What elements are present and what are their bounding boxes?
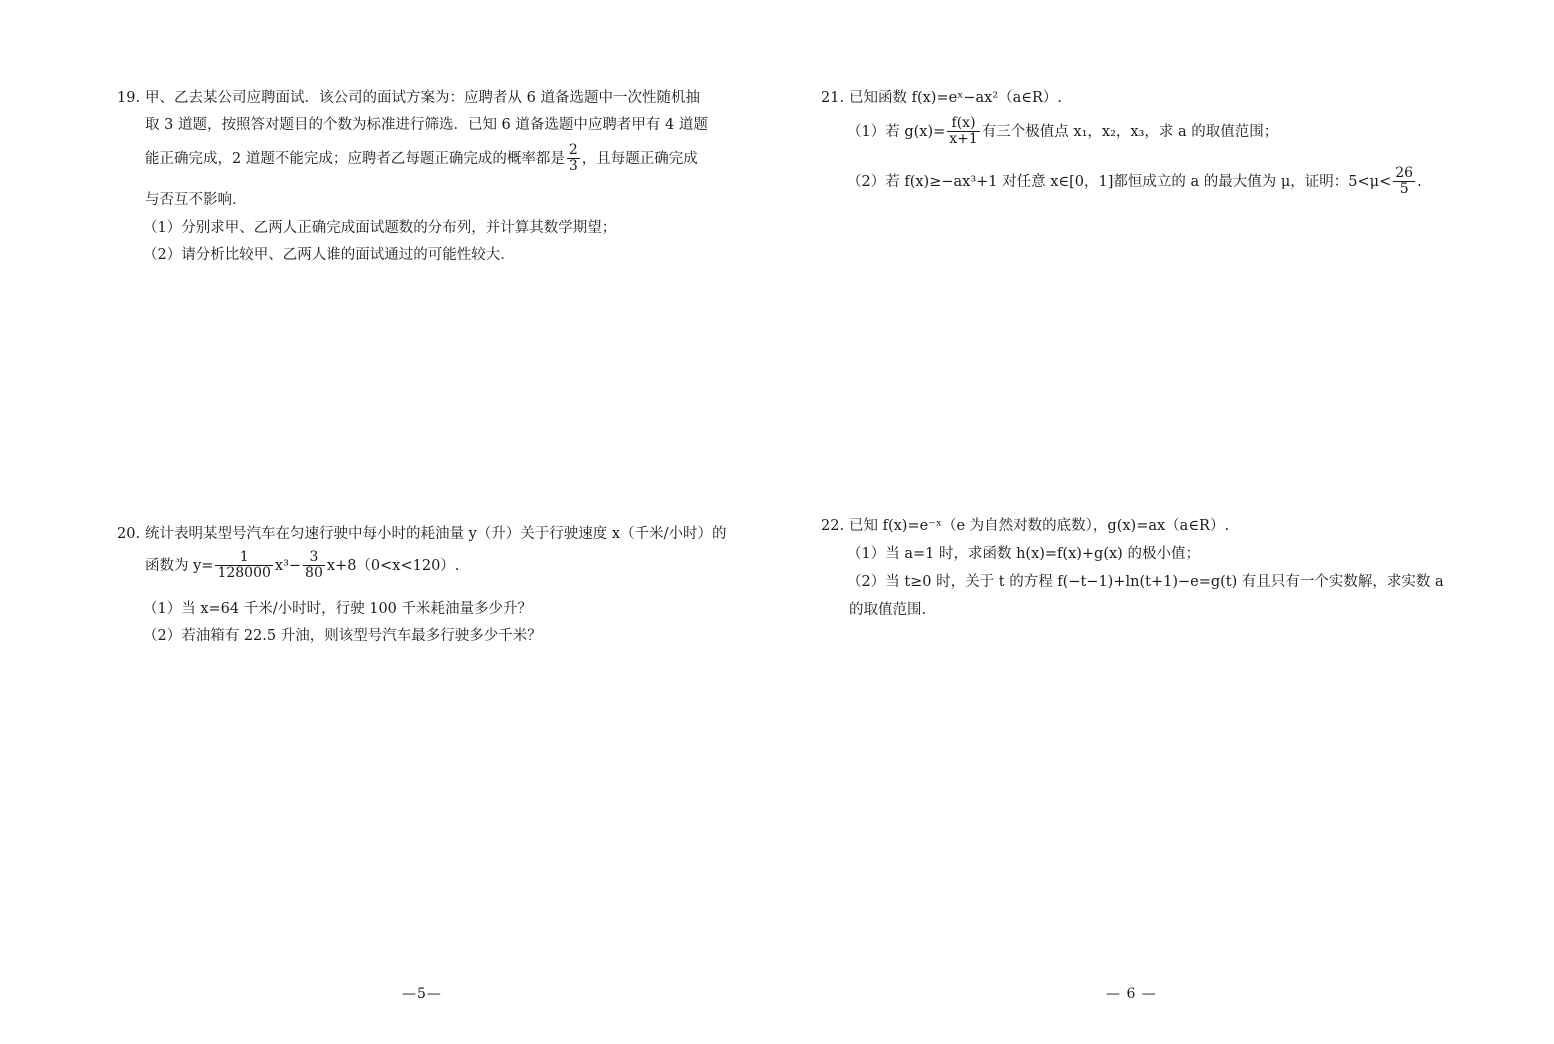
sub-question-1: （1）当 x=64 千米/小时时，行驶 100 千米耗油量多少升？ xyxy=(143,601,532,617)
sub-question-1: （1）当 a=1 时，求函数 h(x)=f(x)+g(x) 的极小值； xyxy=(847,546,1200,562)
question-text: 甲、乙去某公司应聘面试．该公司的面试方案为：应聘者从 6 道备选题中一次性随机抽 xyxy=(145,90,700,106)
question-text: 与否互不影响． xyxy=(145,192,247,208)
page-number-right: — 6 — xyxy=(1106,986,1157,1002)
fraction: $\frac{2}{3}$ xyxy=(568,142,578,175)
fraction: $\frac{3}{80}$ xyxy=(305,549,323,582)
page-number-left: —5— xyxy=(402,986,442,1002)
sub-question-1: （1）若 g(x)= $\frac{f(x)}{x+1}$ 有三个极值点 x₁，x₂，x₃，求 a 的取值范围； xyxy=(847,115,1279,148)
question-20 xyxy=(117,524,757,654)
sub-question-2: （2）当 t≥0 时，关于 t 的方程 f(−t−1)+ln(t+1)−e=g(t) 有且只有一个实数解，求实数 a xyxy=(847,574,1444,590)
question-text: 已知 f(x)=e⁻ˣ（e 为自然对数的底数），g(x)=ax（a∈R）. xyxy=(849,518,1230,534)
fraction: $\frac{f(x)}{x+1}$ xyxy=(949,115,978,148)
question-text: 统计表明某型号汽车在匀速行驶中每小时的耗油量 y（升）关于行驶速度 x（千米/小时）的 xyxy=(145,526,727,542)
question-text: 取 3 道题，按照答对题目的个数为标准进行筛选．已知 6 道备选题中应聘者甲有 4 道题 xyxy=(145,117,708,133)
sub-question-2: （2）请分析比较甲、乙两人谁的面试通过的可能性较大． xyxy=(143,247,515,263)
question-text: 能正确完成，2 道题不能完成；应聘者乙每题正确完成的概率都是 $\frac{2}{3}$ ，且每题正确完成 xyxy=(145,142,698,175)
question-number: 20. xyxy=(117,526,141,542)
question-19 xyxy=(117,88,757,278)
question-21 xyxy=(821,88,1461,208)
sub-question-2-continued: 的取值范围. xyxy=(849,602,927,618)
fraction: $\frac{1}{128000}$ xyxy=(217,549,271,582)
question-number: 19. xyxy=(117,90,141,106)
question-22 xyxy=(821,516,1461,626)
question-text: 已知函数 f(x)=eˣ−ax²（a∈R）. xyxy=(849,90,1063,106)
sub-question-1: （1）分别求甲、乙两人正确完成面试题数的分布列，并计算其数学期望； xyxy=(143,220,617,236)
sub-question-2: （2）若油箱有 22.5 升油，则该型号汽车最多行驶多少千米？ xyxy=(143,628,542,644)
function-formula: 函数为 y= $\frac{1}{128000}$ x³− $\frac{3}{80}$ x+8（0<x<120）. xyxy=(145,549,460,582)
question-number: 22. xyxy=(821,518,845,534)
question-number: 21. xyxy=(821,90,845,106)
fraction: $\frac{26}{5}$ xyxy=(1395,165,1414,198)
sub-question-2: （2）若 f(x)≥−ax³+1 对任意 x∈[0，1]都恒成立的 a 的最大值为 μ，证明：5<μ< $\frac{26}{5}$ . xyxy=(847,165,1422,198)
